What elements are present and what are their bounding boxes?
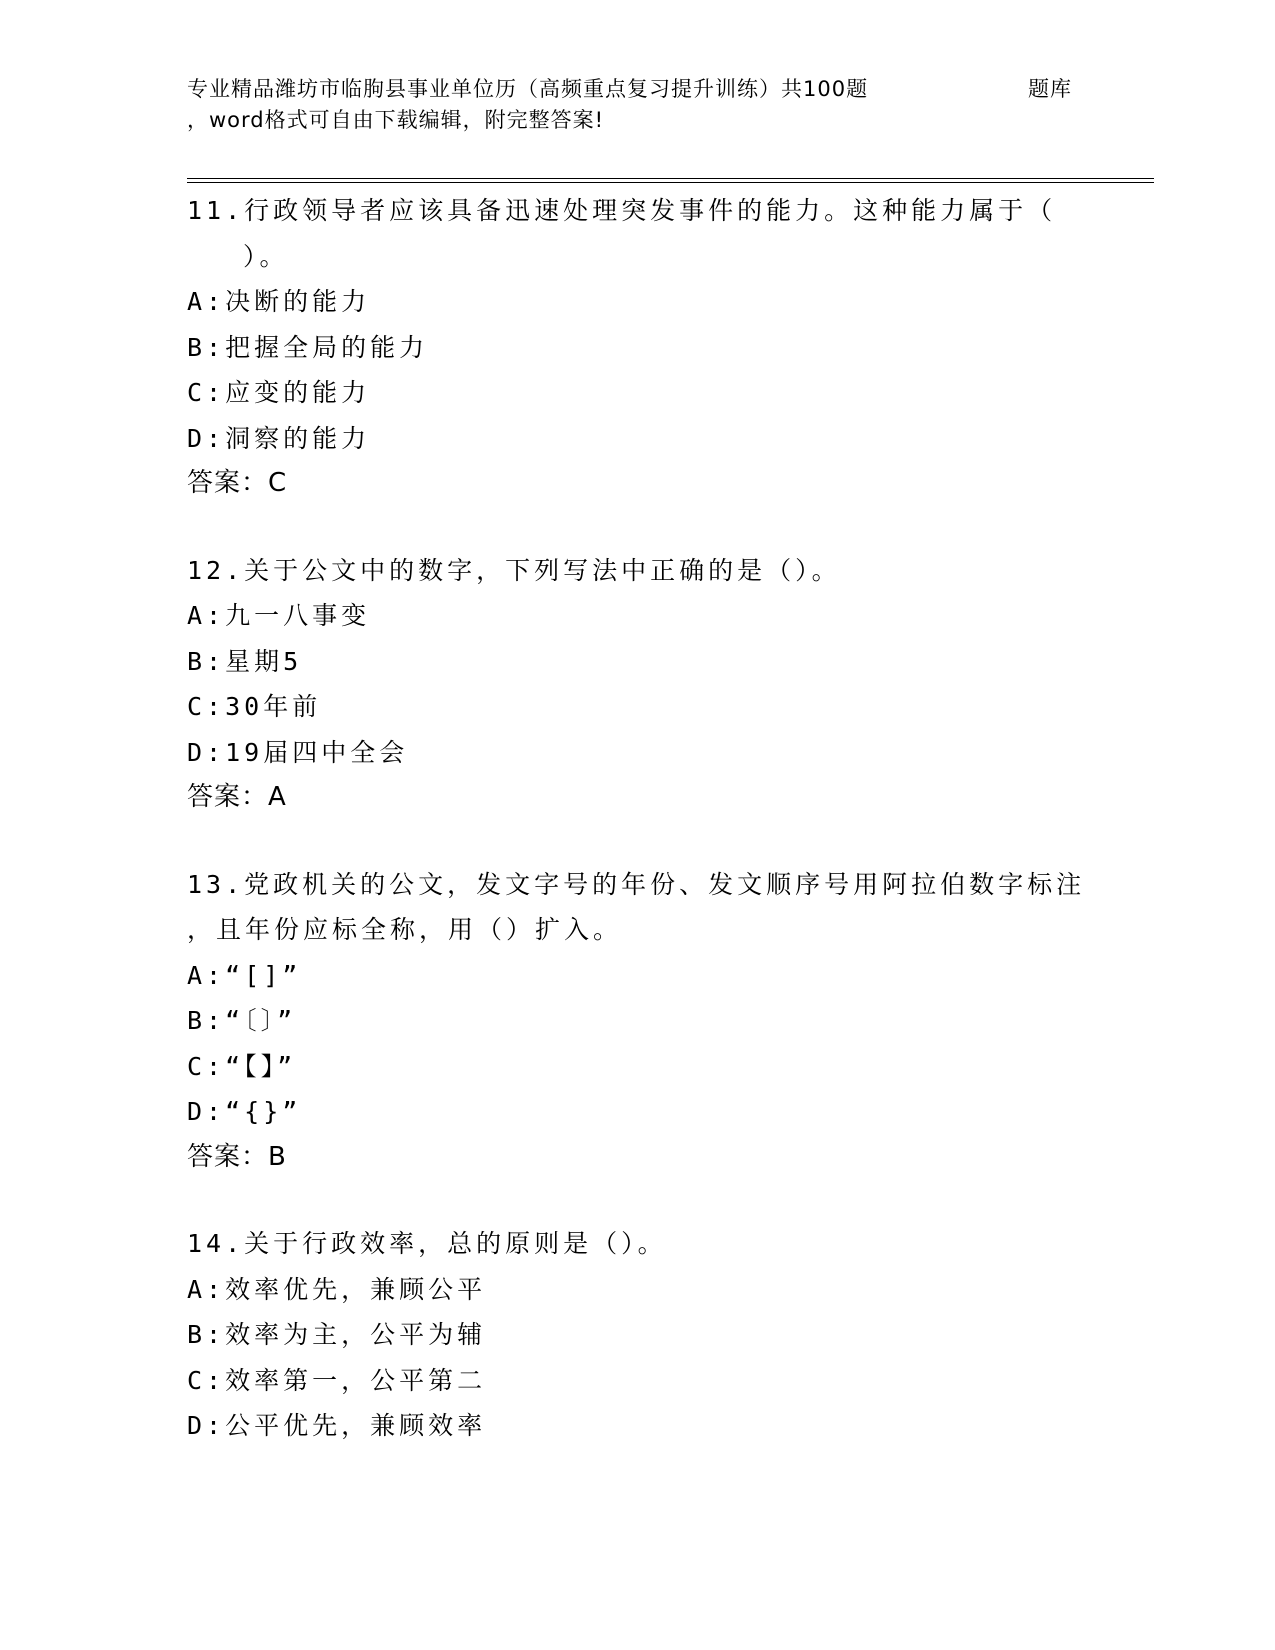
- question-stem: 14.关于行政效率，总的原则是（）。: [187, 1229, 667, 1258]
- header-title-line2: ，word格式可自由下载编辑，附完整答案!: [187, 108, 605, 132]
- question-stem: 13.党政机关的公文，发文字号的年份、发文顺序号用阿拉伯数字标注: [187, 869, 1086, 899]
- question-stem: 12.关于公文中的数字，下列写法中正确的是（）。: [187, 555, 841, 585]
- option-a: A:决断的能力: [187, 287, 371, 316]
- option-c: C:“【】”: [187, 1051, 297, 1081]
- question-13: [187, 862, 1087, 1181]
- option-c: C:效率第一，公平第二: [187, 1365, 487, 1395]
- question-stem-continued: ，且年份应标全称，用（）扩入。: [187, 915, 623, 944]
- option-c: C:应变的能力: [187, 378, 371, 407]
- question-stem: 11.行政领导者应该具备迅速处理突发事件的能力。这种能力属于（: [187, 196, 1057, 225]
- option-d: D:公平优先，兼顾效率: [187, 1411, 487, 1440]
- header-divider-top: [187, 178, 1154, 179]
- option-b: B:效率为主，公平为辅: [187, 1320, 487, 1349]
- header-divider-bottom: [187, 182, 1154, 183]
- option-a: A:九一八事变: [187, 601, 371, 630]
- document-header: [187, 74, 1087, 136]
- question-stem-continued: ）。: [243, 241, 289, 271]
- header-title-line1: 专业精品潍坊市临朐县事业单位历（高频重点复习提升训练）共100题: [187, 77, 869, 101]
- answer-line: 答案：C: [187, 468, 288, 498]
- option-c: C:30年前: [187, 692, 322, 721]
- option-d: D:“{}”: [187, 1097, 302, 1126]
- answer-line: 答案：A: [187, 782, 287, 812]
- option-b: B:星期5: [187, 646, 303, 676]
- option-d: D:19届四中全会: [187, 737, 409, 767]
- answer-line: 答案：B: [187, 1141, 287, 1172]
- option-b: B:“〔〕”: [187, 1006, 297, 1035]
- option-a: A:效率优先，兼顾公平: [187, 1274, 487, 1304]
- header-tag: 题库: [1028, 77, 1072, 101]
- option-d: D:洞察的能力: [187, 423, 371, 453]
- question-11: [187, 188, 1087, 507]
- option-a: A:“[]”: [187, 960, 302, 990]
- question-list: [187, 188, 1087, 1490]
- option-b: B:把握全局的能力: [187, 332, 429, 362]
- question-14: [187, 1221, 1087, 1449]
- question-12: [187, 548, 1087, 821]
